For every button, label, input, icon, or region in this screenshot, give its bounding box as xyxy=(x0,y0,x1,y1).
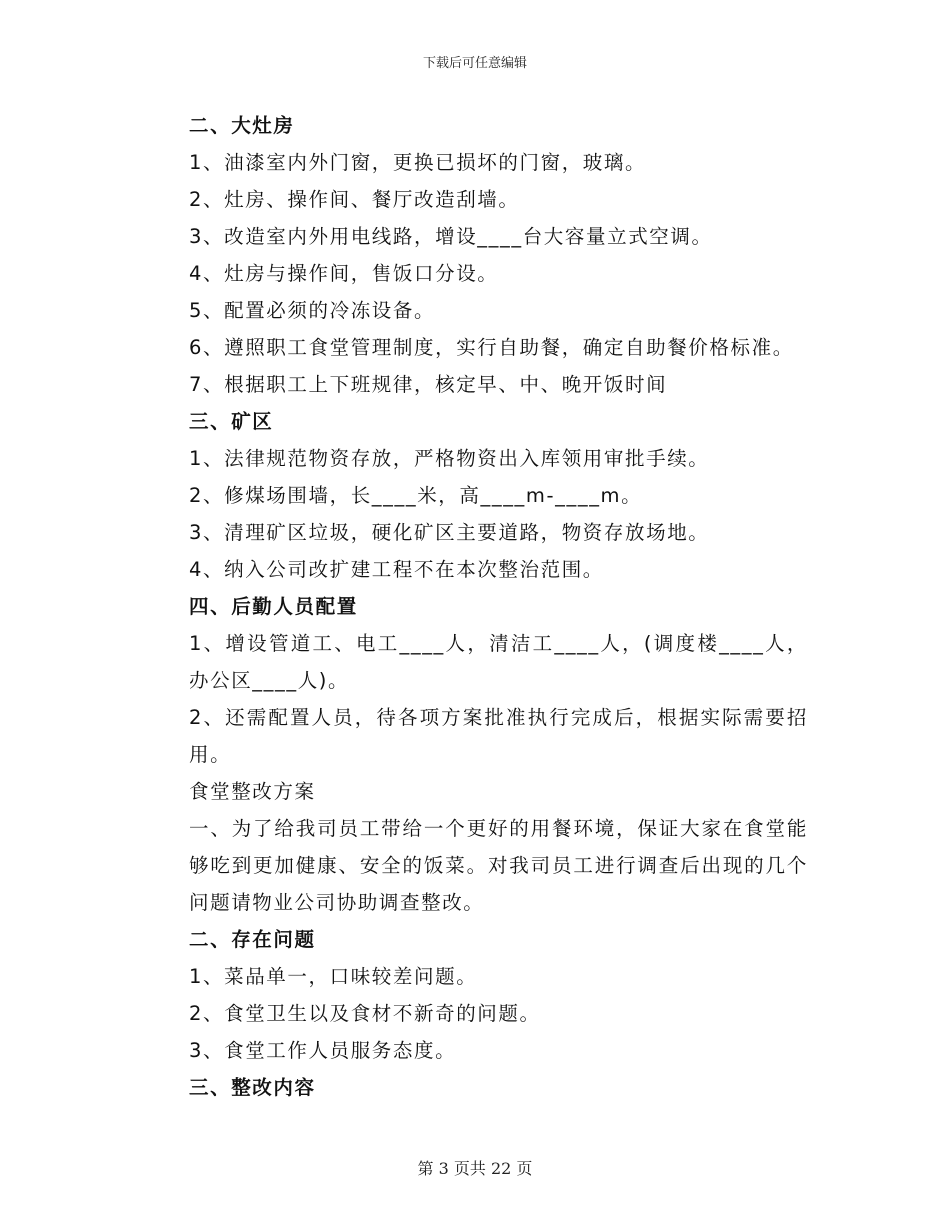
section-heading-mine-area: 三、矿区 xyxy=(189,410,274,433)
list-item: 2、灶房、操作间、餐厅改造刮墙。 xyxy=(189,188,520,211)
section-heading-staffing: 四、后勤人员配置 xyxy=(189,595,358,618)
page-footer: 第 3 页共 22 页 xyxy=(417,1159,533,1178)
document-body xyxy=(143,107,808,1106)
section-heading-kitchen: 二、大灶房 xyxy=(189,114,295,137)
list-item: 3、清理矿区垃圾，硬化矿区主要道路，物资存放场地。 xyxy=(189,521,710,544)
page-header: 下载后可任意编辑 xyxy=(422,56,527,71)
list-item: 1、菜品单一，口味较差问题。 xyxy=(189,965,478,988)
list-item: 4、灶房与操作间，售饭口分设。 xyxy=(189,262,499,285)
list-item: 1、增设管道工、电工____人，清洁工____人，(调度楼____人，办公区____人)。 xyxy=(189,632,808,692)
list-item: 3、改造室内外用电线路，增设____台大容量立式空调。 xyxy=(189,225,713,248)
list-item: 2、食堂卫生以及食材不新奇的问题。 xyxy=(189,1002,541,1025)
document-title: 食堂整改方案 xyxy=(189,780,316,803)
list-item: 1、油漆室内外门窗，更换已损坏的门窗，玻璃。 xyxy=(189,151,647,174)
list-item: 5、配置必须的冷冻设备。 xyxy=(189,299,436,322)
list-item: 7、根据职工上下班规律，核定早、中、晚开饭时间 xyxy=(189,373,668,396)
list-item: 2、修煤场围墙，长____米，高____m-____m。 xyxy=(189,484,643,507)
list-item: 1、法律规范物资存放，严格物资出入库领用审批手续。 xyxy=(189,447,710,470)
list-item: 6、遵照职工食堂管理制度，实行自助餐，确定自助餐价格标准。 xyxy=(189,336,794,359)
list-item: 2、还需配置人员，待各项方案批准执行完成后，根据实际需要招用。 xyxy=(189,706,808,766)
section-heading-problems: 二、存在问题 xyxy=(189,928,316,951)
list-item: 3、食堂工作人员服务态度。 xyxy=(189,1039,457,1062)
intro-paragraph: 一、为了给我司员工带给一个更好的用餐环境，保证大家在食堂能够吃到更加健康、安全的饭菜。对我司员工进行调查后出现的几个问题请物业公司协助调查整改。 xyxy=(189,817,808,914)
list-item: 4、纳入公司改扩建工程不在本次整治范围。 xyxy=(189,558,604,581)
section-heading-rectification: 三、整改内容 xyxy=(189,1076,316,1099)
